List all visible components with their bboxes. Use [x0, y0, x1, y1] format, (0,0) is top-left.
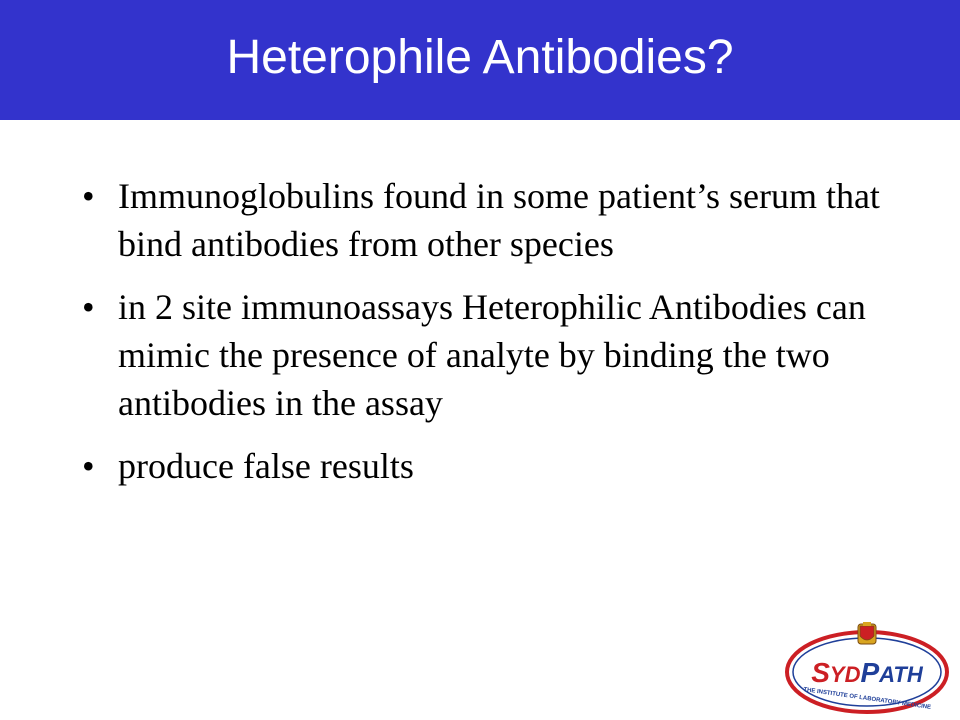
bullet-point-icon: • [82, 176, 95, 216]
sydpath-logo-icon [784, 622, 950, 714]
bullet-text: in 2 site immunoassays Heterophilic Antibodies can mimic the presence of analyte by binding the two antibodies in the assay [118, 287, 866, 423]
bullet-text: Immunoglobulins found in some patient’s serum that bind antibodies from other species [118, 176, 880, 264]
title-bar [0, 0, 960, 120]
bullet-item [76, 442, 886, 490]
bullet-point-icon: • [82, 446, 95, 486]
bullet-list [76, 172, 886, 505]
bullet-item [76, 283, 886, 427]
bullet-text: produce false results [118, 446, 414, 486]
logo-wordmark: SYDPATH [811, 657, 923, 688]
slide-title: Heterophile Antibodies? [226, 31, 734, 84]
crest-icon [858, 622, 876, 644]
bullet-point-icon: • [82, 287, 95, 327]
bullet-item [76, 172, 886, 268]
logo-tagline: THE INSTITUTE OF LABORATORY MEDICINE [802, 687, 932, 711]
